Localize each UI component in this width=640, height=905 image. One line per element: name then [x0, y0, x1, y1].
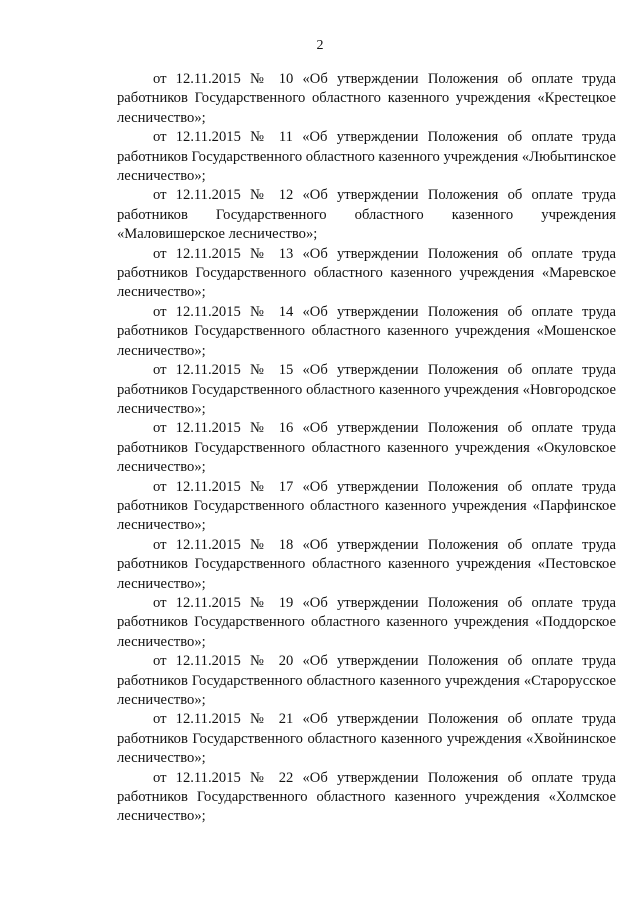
decree-entry-19: от 12.11.2015 № 19 «Об утверждении Положения об оплате труда работников Государственного областного казенного учреждения «Поддорское лесничество»;: [117, 594, 616, 650]
decree-entry-17: от 12.11.2015 № 17 «Об утверждении Положения об оплате труда работников Государственного областного казенного учреждения «Парфинское лесничество»;: [117, 478, 616, 534]
decree-entry-21: от 12.11.2015 № 21 «Об утверждении Положения об оплате труда работников Государственного областного казенного учреждения «Хвойнинское лесничество»;: [117, 711, 616, 767]
decree-entry-12: от 12.11.2015 № 12 «Об утверждении Положения об оплате труда работников Государственного областного казенного учреждения «Маловишерское лесничество»;: [117, 187, 616, 243]
decree-entry-15: от 12.11.2015 № 15 «Об утверждении Положения об оплате труда работников Государственного областного казенного учреждения «Новгородское лесничество»;: [117, 362, 616, 417]
decree-entry-18: от 12.11.2015 № 18 «Об утверждении Положения об оплате труда работников Государственного областного казенного учреждения «Пестовское лесничество»;: [117, 536, 616, 592]
decree-entry-13: от 12.11.2015 № 13 «Об утверждении Положения об оплате труда работников Государственного областного казенного учреждения «Маревское лесничество»;: [117, 245, 616, 301]
decree-entry-22: от 12.11.2015 № 22 «Об утверждении Положения об оплате труда работников Государственного областного казенного учреждения «Холмское лесничество»;: [117, 769, 616, 825]
document-body: [117, 70, 616, 827]
decree-entry-10: от 12.11.2015 № 10 «Об утверждении Положения об оплате труда работников Государственного областного казенного учреждения «Крестецкое лесничество»;: [117, 71, 616, 126]
page-number: 2: [316, 38, 324, 53]
decree-entry-20: от 12.11.2015 № 20 «Об утверждении Положения об оплате труда работников Государственного областного казенного учреждения «Старорусское лесничество»;: [117, 653, 616, 708]
decree-entry-16: от 12.11.2015 № 16 «Об утверждении Положения об оплате труда работников Государственного областного казенного учреждения «Окуловское лесничество»;: [117, 420, 616, 476]
decree-entry-11: от 12.11.2015 № 11 «Об утверждении Положения об оплате труда работников Государственного областного казенного учреждения «Любытинское лесничество»;: [117, 129, 616, 185]
decree-entry-14: от 12.11.2015 № 14 «Об утверждении Положения об оплате труда работников Государственного областного казенного учреждения «Мошенское лесничество»;: [117, 303, 616, 359]
